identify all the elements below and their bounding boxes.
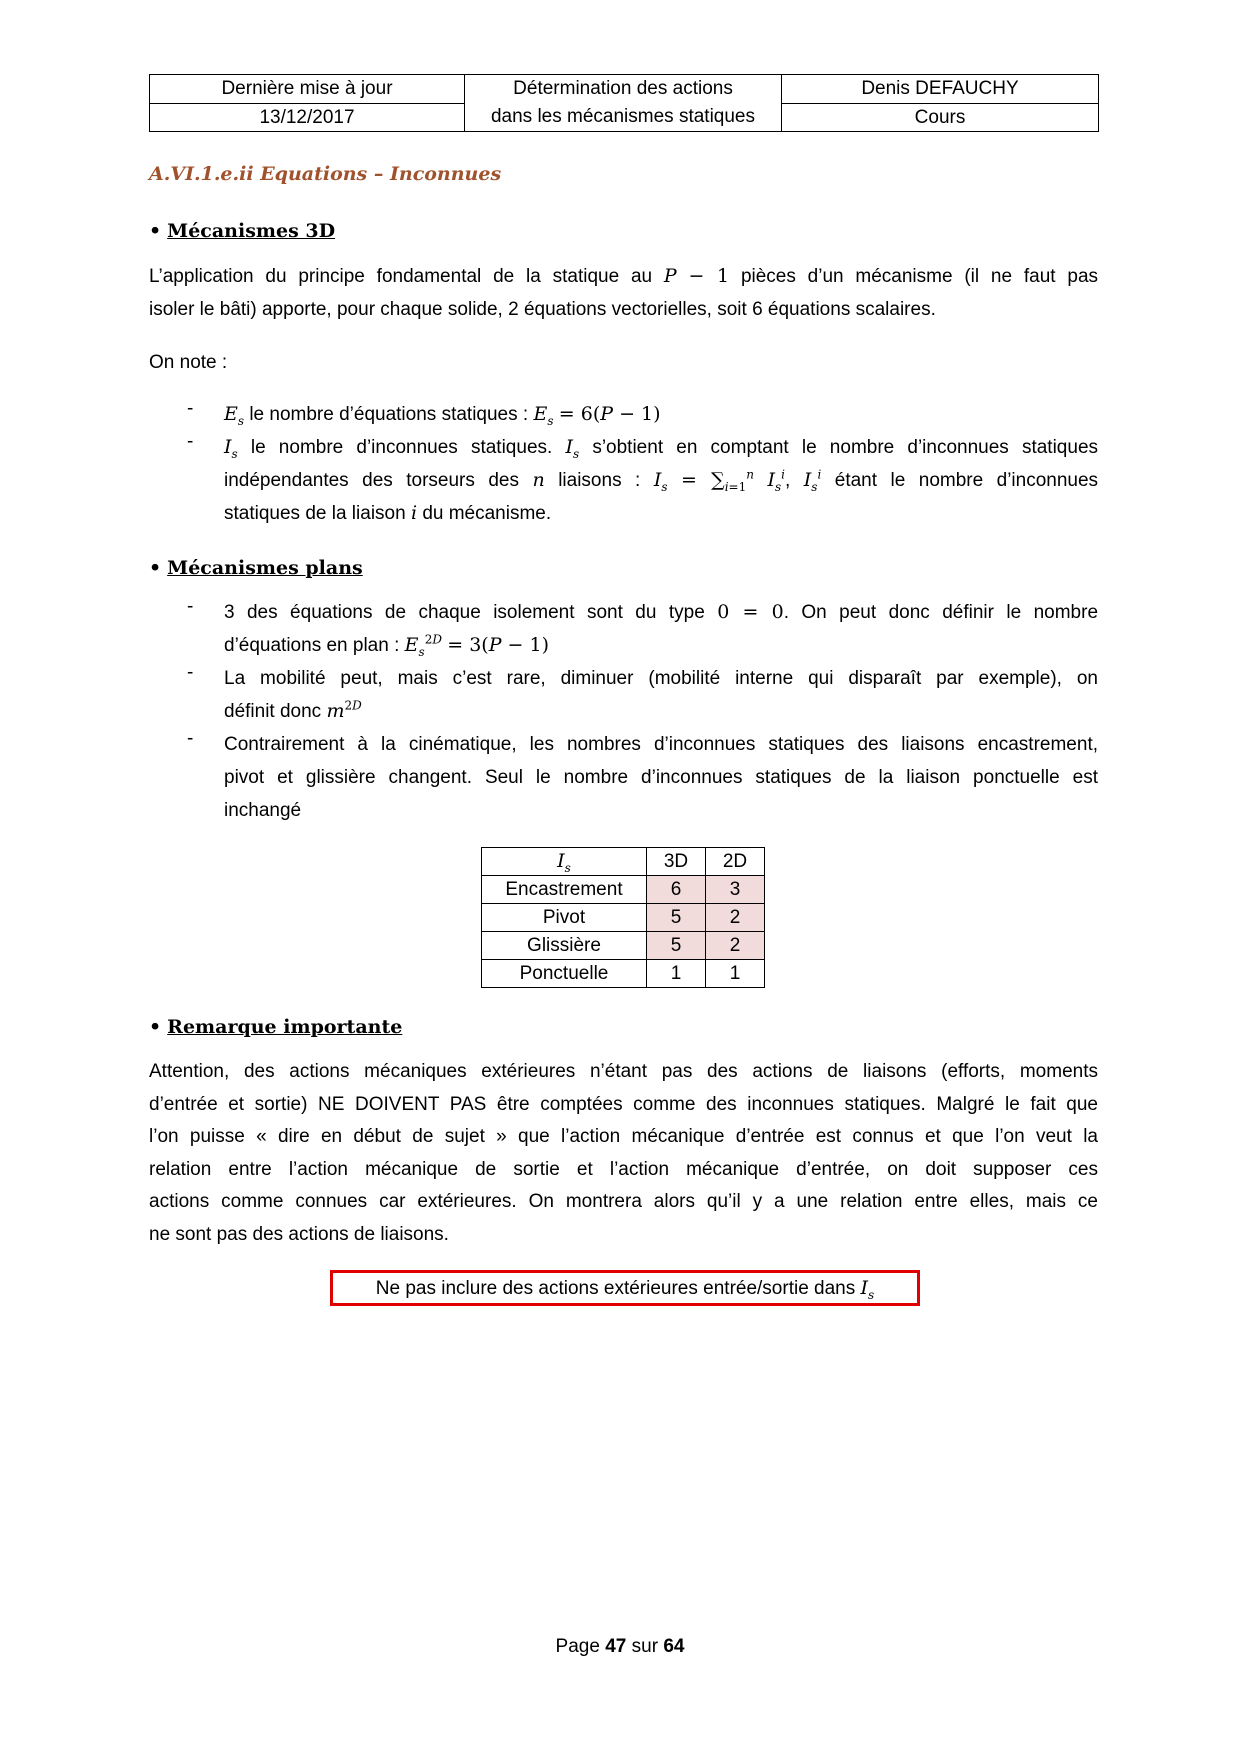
table-header-row (482, 848, 765, 876)
table-row: Pivot 5 2 (482, 904, 765, 932)
section-title: A.VI.1.e.ii Equations – Inconnues (149, 163, 502, 185)
heading-remarque: • Remarque importante (149, 1016, 403, 1038)
page-footer: Page 47 sur 64 (555, 1636, 685, 1657)
document-page: Dernière mise à jour Détermination des actions dans les mécanismes statiques Denis DEFAUCHY 13/12/2017 Cours A.VI.1.e.ii Equations – Inconnues • Mécanismes 3D L’application du principe fondamental de la statique au P − 1 pièces d’un mécanisme (il ne faut pas isoler le bâti) apporte, pour chaque solide, 2 équations vectorielles, soit 6 équations scalaires. On note : - $E_s$ le nombre d’équations statiques : $E_s = 6(P - 1)$ - $I_s$ le nombre d’inconnues statiques. $I_s$ s’obtient en comptant le nombre d’inconnues statiques indépendantes des torseurs des n liaisons : $I_s = \sum_{i=1}^n$ $I_s^i$, $I_s^i$ étant le nombre d’inconnues statiques de la liaison i du mécanisme. • Mécanismes plans - 3 des équations de chaque isolement sont du type 0 = 0. On peut donc définir le nombre d’équations en plan : $E_s^{2D} = 3(P - 1)$ - La mobilité peut, mais c’est rare, diminuer (mobilité interne qui disparaît par exemple), on définit donc $m^{2D}$ - Contrairement à la cinématique, les nombres d’inconnues statiques des liaisons encastrement, pivot et glissière changent. Seul le nombre d’inconnues statiques de la liaison ponctuelle est inchangé $I_s$ 3D 2D Encastrement 6 3 Pivot 5 2 Glissière 5 2 Ponctuelle 1 1 • Remarque importante Attention, des actions mécaniques extérieures n’étant pas des actions de liaisons (efforts, moments d’entrée et sortie) NE DOIVENT PAS être comptées comme des inconnues statiques. Malgré le fait que l’on puisse « dire en début de sujet » que l’action mécanique d’entrée est connus et que l’on veut la relation entre l’action mécanique de sortie et l’action mécanique d’entrée, on doit supposer ces actions comme connues car extérieures. On montrera alors qu’il y a une relation entre elles, mais ce ne sont pas des actions de liaisons. Ne pas inclure des actions extérieures entrée/sortie dans $I_s$ Page 47 sur 64 (0, 0, 1240, 1754)
table-header-3d: 3D (647, 848, 706, 876)
table-header-2d: 2D (706, 848, 765, 876)
paragraph-remarque: Attention, des actions mécaniques extérieures n’étant pas des actions de liaisons (efforts, moments d’entrée et sortie) NE DOIVENT PAS être comptées comme des inconnues statiques. Malgré le fait que l’on puisse « dire en début de sujet » que l’action mécanique d’entrée est connus et que l’on veut la relation entre l’action mécanique de sortie et l’action mécanique d’entrée, on doit supposer ces actions comme connues car extérieures. On montrera alors qu’il y a une relation entre elles, mais ce ne sont pas des actions de liaisons. (149, 1061, 1098, 1245)
update-date: 13/12/2017 (150, 103, 465, 132)
table-row: Ponctuelle 1 1 (482, 960, 765, 988)
table-row: Encastrement 6 3 (482, 876, 765, 904)
table-header-is: $I_s$ (482, 848, 647, 876)
table-row: Glissière 5 2 (482, 932, 765, 960)
inconnues-table (481, 847, 765, 988)
heading-mecanismes-3d: • Mécanismes 3D (149, 220, 336, 242)
boxed-note: Ne pas inclure des actions extérieures entrée/sortie dans $I_s$ (330, 1270, 920, 1306)
author: Denis DEFAUCHY (782, 75, 1099, 104)
document-title: Détermination des actions dans les mécanismes statiques (465, 75, 782, 132)
paragraph-pfs: L’application du principe fondamental de la statique au P − 1 pièces d’un mécanisme (il ne faut pas isoler le bâti) apporte, pour chaque solide, 2 équations vectorielles, soit 6 équations scalaires. (149, 265, 1099, 320)
last-update-label: Dernière mise à jour (150, 75, 465, 104)
header-table (149, 74, 1099, 132)
doc-type: Cours (782, 103, 1099, 132)
on-note: On note : (149, 352, 228, 373)
heading-mecanismes-plans: • Mécanismes plans (149, 557, 363, 579)
